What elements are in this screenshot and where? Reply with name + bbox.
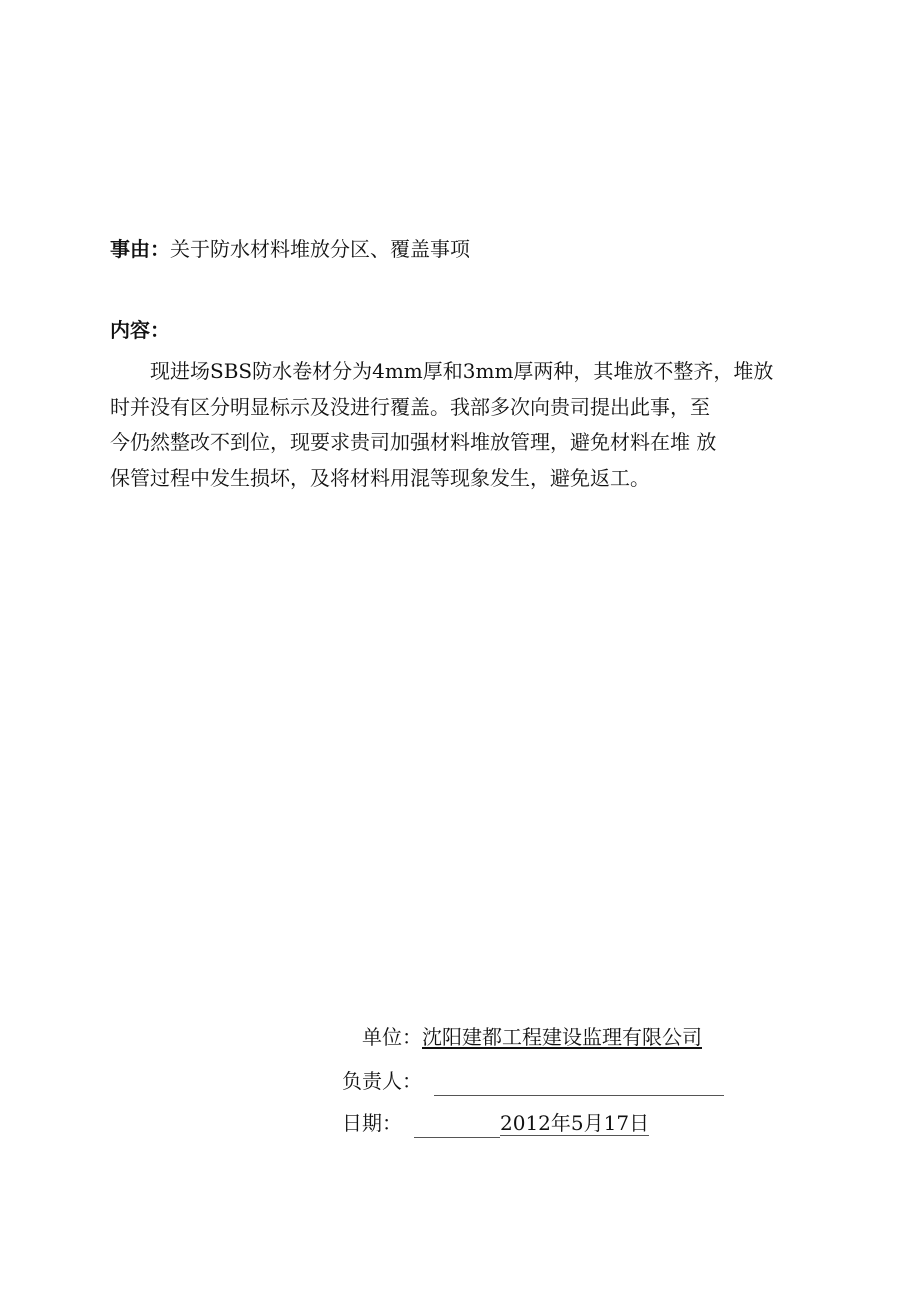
subject-label: 事由：	[110, 237, 170, 261]
content-line: 现进场SBS防水卷材分为4mm厚和3mm厚两种，其堆放不整齐，堆放	[150, 359, 774, 383]
person-row	[342, 1066, 724, 1096]
content-line: 时并没有区分明显标示及没进行覆盖。我部多次向贵司提出此事，至	[110, 394, 710, 419]
date-underline-blank	[414, 1115, 500, 1138]
content-label: 内容：	[110, 318, 170, 342]
date-row	[342, 1108, 649, 1138]
content-line: 保管过程中发生损坏，及将材料用混等现象发生，避免返工。	[110, 465, 650, 490]
person-label: 负责人：	[342, 1069, 422, 1093]
unit-label: 单位：	[362, 1025, 422, 1049]
subject-text: 关于防水材料堆放分区、覆盖事项	[170, 237, 470, 261]
unit-value: 沈阳建都工程建设监理有限公司	[422, 1025, 702, 1049]
subject-line	[110, 234, 470, 264]
date-label: 日期：	[342, 1111, 402, 1135]
date-value: 2012年5月17日	[500, 1111, 650, 1135]
unit-row	[362, 1022, 702, 1052]
content-line: 今仍然整改不到位，现要求贵司加强材料堆放管理，避免材料在堆 放	[110, 430, 717, 454]
content-body	[110, 354, 775, 496]
person-signature-line	[434, 1073, 724, 1096]
